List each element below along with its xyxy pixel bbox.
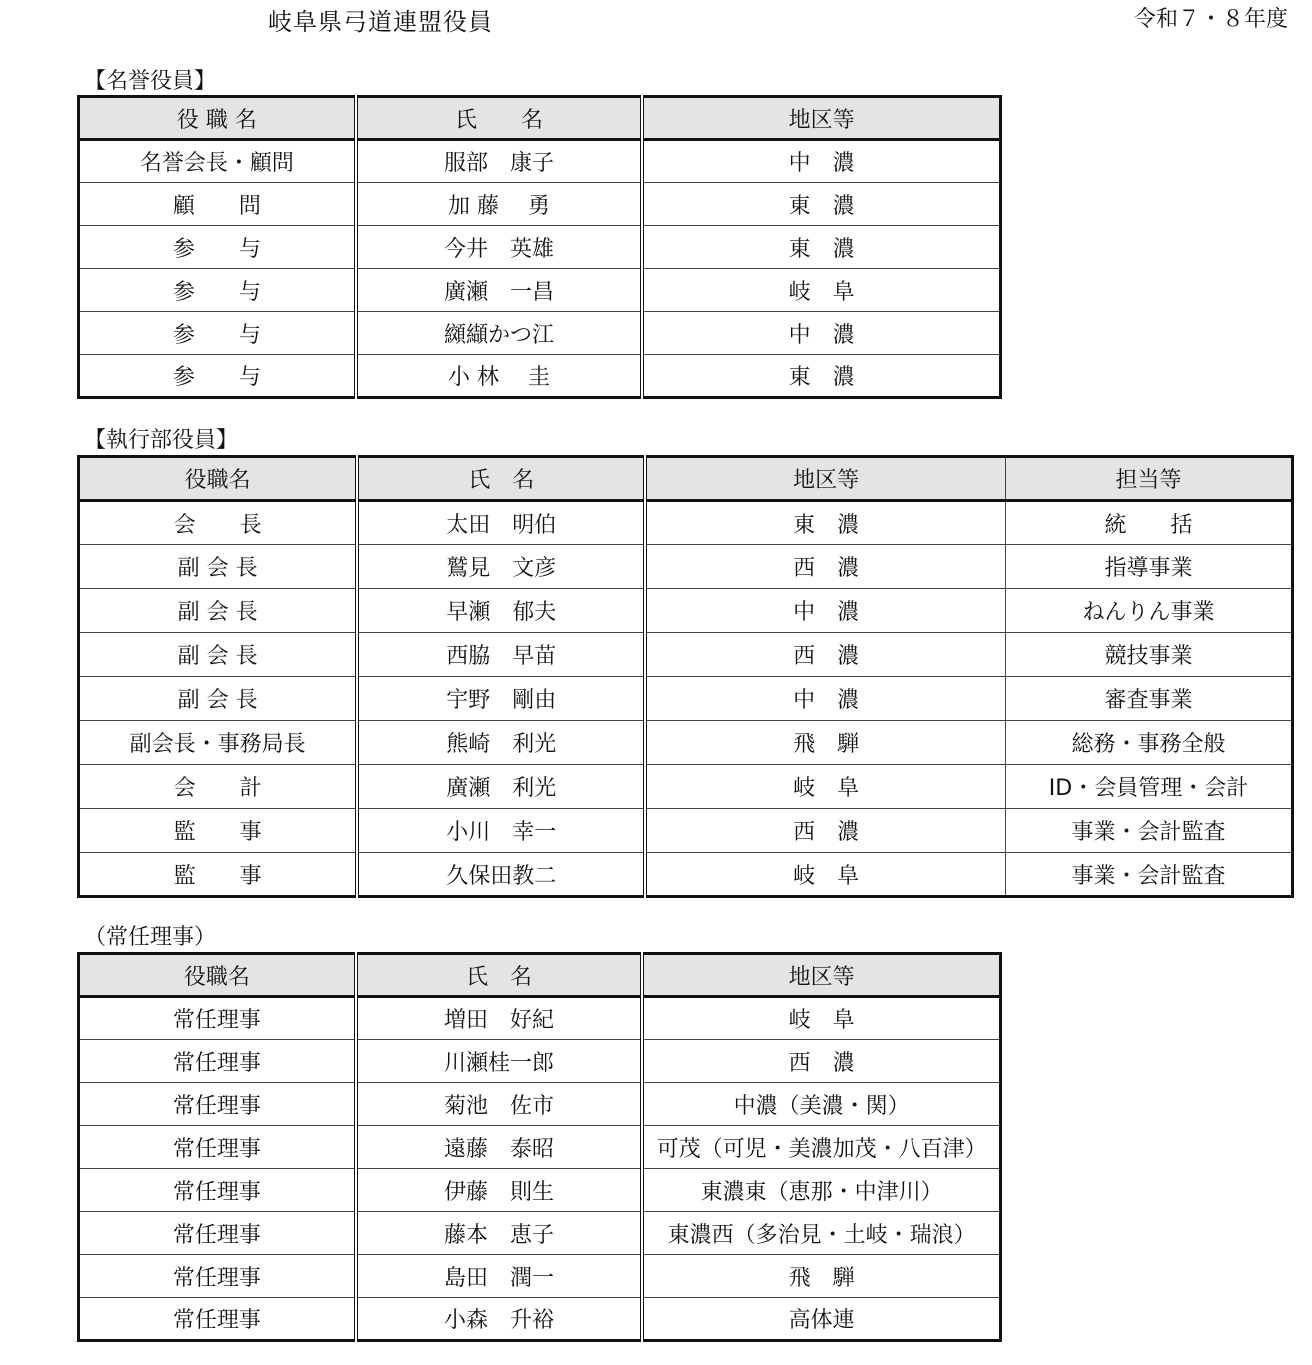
table-row [79,1212,1001,1255]
table-row [79,589,1293,633]
table-row [79,677,1293,721]
cell-area: 西 濃 [642,1040,1000,1083]
cell-name: 増田 好紀 [356,997,642,1040]
fiscal-year: 令和７・８年度 [1133,7,1288,32]
cell-name: 服部 康子 [356,140,642,183]
cell-name: 加 藤 勇 [356,183,642,226]
cell-role: 参 与 [79,226,356,269]
column-header-duty: 担当等 [1006,457,1293,501]
cell-role: 常任理事 [79,1169,356,1212]
cell-area: 西 濃 [645,633,1005,677]
cell-name: 菊池 佐市 [356,1083,642,1126]
table-row [79,355,1001,398]
cell-duty: 指導事業 [1006,545,1293,589]
table-row [79,809,1293,853]
table-row [79,1169,1001,1212]
column-header-role: 役職名 [79,457,358,501]
honorary-section-label: 【名誉役員】 [84,69,217,94]
cell-role: 副 会 長 [79,677,358,721]
cell-area: 飛 騨 [642,1255,1000,1298]
column-header-name: 氏 名 [356,954,642,997]
cell-name: 遠藤 泰昭 [356,1126,642,1169]
cell-area: 東濃東（恵那・中津川） [642,1169,1000,1212]
cell-area: 東 濃 [642,226,1000,269]
cell-role: 常任理事 [79,1126,356,1169]
table-row [79,501,1293,545]
cell-duty: 競技事業 [1006,633,1293,677]
cell-role: 参 与 [79,269,356,312]
cell-name: 西脇 早苗 [357,633,645,677]
cell-area: 岐 阜 [645,853,1005,897]
cell-name: 纐纈かつ江 [356,312,642,355]
cell-role: 副会長・事務局長 [79,721,358,765]
cell-name: 宇野 剛由 [357,677,645,721]
cell-name: 島田 潤一 [356,1255,642,1298]
cell-name: 川瀬桂一郎 [356,1040,642,1083]
table-row [79,997,1001,1040]
cell-name: 廣瀬 利光 [357,765,645,809]
cell-area: 中 濃 [642,140,1000,183]
cell-area: 東 濃 [645,501,1005,545]
table-row [79,1083,1001,1126]
column-header-area: 地区等 [642,97,1000,140]
cell-area: 西 濃 [645,545,1005,589]
column-header-name: 氏 名 [357,457,645,501]
table-row [79,853,1293,897]
cell-role: 参 与 [79,355,356,398]
standing-directors-table [77,952,1002,1342]
cell-area: 可茂（可児・美濃加茂・八百津） [642,1126,1000,1169]
cell-area: 飛 騨 [645,721,1005,765]
cell-name: 藤本 恵子 [356,1212,642,1255]
column-header-name: 氏 名 [356,97,642,140]
cell-name: 小 林 圭 [356,355,642,398]
cell-area: 中 濃 [645,589,1005,633]
cell-role: 常任理事 [79,1255,356,1298]
cell-role: 常任理事 [79,997,356,1040]
table-row [79,140,1001,183]
cell-name: 久保田教二 [357,853,645,897]
cell-name: 廣瀬 一昌 [356,269,642,312]
table-row [79,226,1001,269]
table-row [79,633,1293,677]
cell-area: 中濃（美濃・関） [642,1083,1000,1126]
cell-name: 今井 英雄 [356,226,642,269]
cell-role: 顧 問 [79,183,356,226]
table-row [79,721,1293,765]
cell-name: 早瀬 郁夫 [357,589,645,633]
cell-duty: 統 括 [1006,501,1293,545]
table-row [79,765,1293,809]
cell-role: 常任理事 [79,1083,356,1126]
cell-duty: ID・会員管理・会計 [1006,765,1293,809]
cell-name: 伊藤 則生 [356,1169,642,1212]
cell-role: 参 与 [79,312,356,355]
table-row [79,545,1293,589]
cell-role: 監 事 [79,853,358,897]
cell-area: 東 濃 [642,183,1000,226]
document-title: 岐阜県弓道連盟役員 [268,8,493,36]
cell-role: 監 事 [79,809,358,853]
cell-duty: 事業・会計監査 [1006,809,1293,853]
cell-role: 会 長 [79,501,358,545]
cell-role: 副 会 長 [79,589,358,633]
honorary-officers-table [77,95,1002,399]
cell-area: 岐 阜 [645,765,1005,809]
cell-role: 常任理事 [79,1298,356,1341]
cell-role: 副 会 長 [79,633,358,677]
cell-role: 常任理事 [79,1212,356,1255]
cell-duty: 事業・会計監査 [1006,853,1293,897]
table-row [79,1255,1001,1298]
cell-area: 東 濃 [642,355,1000,398]
executive-section-label: 【執行部役員】 [84,428,239,453]
cell-role: 名誉会長・顧問 [79,140,356,183]
cell-area: 西 濃 [645,809,1005,853]
table-row [79,1126,1001,1169]
cell-area: 東濃西（多治見・土岐・瑞浪） [642,1212,1000,1255]
cell-role: 副 会 長 [79,545,358,589]
cell-name: 小森 升裕 [356,1298,642,1341]
cell-role: 常任理事 [79,1040,356,1083]
cell-name: 鷲見 文彦 [357,545,645,589]
table-row [79,1298,1001,1341]
cell-area: 岐 阜 [642,269,1000,312]
table-row [79,183,1001,226]
cell-duty: 総務・事務全般 [1006,721,1293,765]
cell-duty: 審査事業 [1006,677,1293,721]
column-header-role: 役職名 [79,954,356,997]
table-row [79,269,1001,312]
table-row [79,312,1001,355]
cell-name: 熊崎 利光 [357,721,645,765]
cell-name: 小川 幸一 [357,809,645,853]
standing-section-label: （常任理事） [84,925,217,950]
executive-officers-table [77,455,1294,898]
table-row [79,1040,1001,1083]
cell-duty: ねんりん事業 [1006,589,1293,633]
cell-area: 中 濃 [645,677,1005,721]
column-header-area: 地区等 [645,457,1005,501]
cell-role: 会 計 [79,765,358,809]
cell-area: 岐 阜 [642,997,1000,1040]
cell-name: 太田 明伯 [357,501,645,545]
column-header-role: 役 職 名 [79,97,356,140]
cell-area: 中 濃 [642,312,1000,355]
cell-area: 高体連 [642,1298,1000,1341]
column-header-area: 地区等 [642,954,1000,997]
